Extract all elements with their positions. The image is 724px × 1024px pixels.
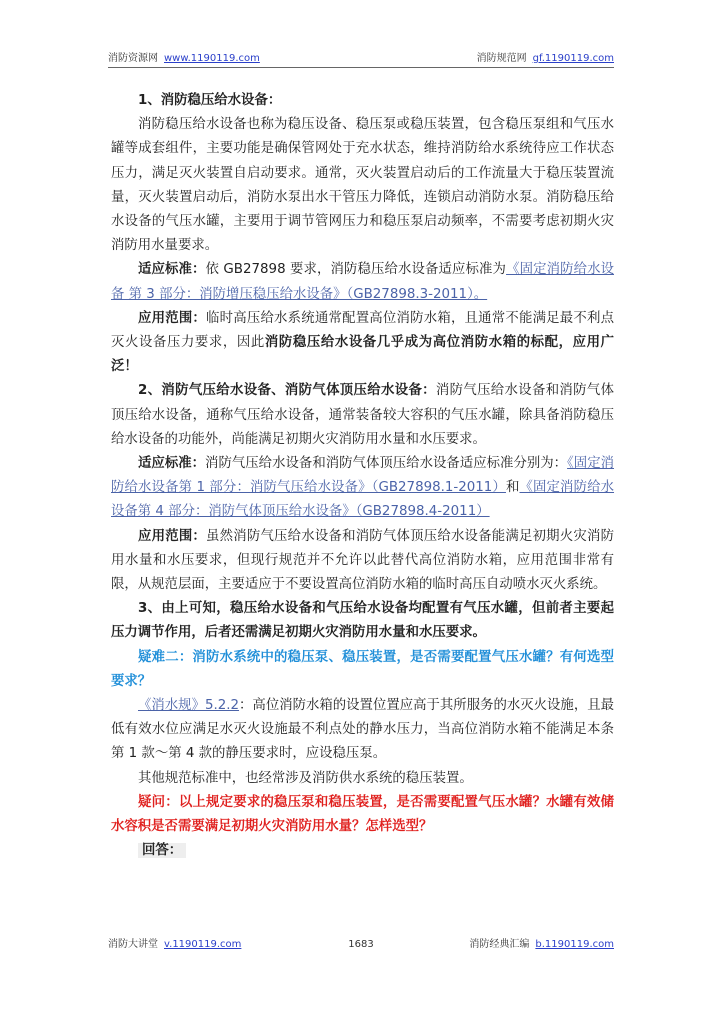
answer-label: 回答： xyxy=(138,843,186,858)
section-1-standard xyxy=(111,258,614,306)
scope-label: 应用范围： xyxy=(138,310,207,326)
scope-text: 虽然消防气压给水设备和消防气体顶压给水设备能满足初期火灾消防用水量和水压要求，但现行规范并不允许以此替代高位消防水箱，应用范围非常有限，从规范层面，主要适应于不要设置高位消防水箱的临时高压自动喷水灭火系统。 xyxy=(111,528,614,593)
section-2-standard xyxy=(111,452,614,525)
section-2-scope xyxy=(111,525,614,598)
standard-link-gb27898-3[interactable]: 《固定消防给水设备 第 3 部分：消防增压稳压给水设备》（GB27898.3-2011）。 xyxy=(111,262,614,302)
footer-left-link[interactable]: v.1190119.com xyxy=(164,939,242,950)
other-standards-note: 其他规范标准中，也经常涉及消防供水系统的稳压装置。 xyxy=(138,770,473,786)
header-left xyxy=(108,52,260,66)
answer-line xyxy=(111,839,614,863)
standard-link-gb27898-1[interactable]: 《固定消防给水设备第 1 部分：消防气压给水设备》（GB27898.1-2011） xyxy=(111,456,614,496)
document-body xyxy=(111,89,614,864)
section-2 xyxy=(111,379,614,452)
standard-text: 依 GB27898 要求，消防稳压给水设备适应标准为 xyxy=(205,262,507,278)
standard-text: 消防气压给水设备和消防气体顶压给水设备适应标准分别为： xyxy=(205,456,568,472)
footer-right-link[interactable]: b.1190119.com xyxy=(535,939,614,950)
header-right-link[interactable]: gf.1190119.com xyxy=(532,53,614,64)
header-left-label: 消防资源网 xyxy=(108,53,158,64)
header-left-link[interactable]: www.1190119.com xyxy=(164,53,260,64)
spec-link[interactable]: 《消水规》5.2.2 xyxy=(138,698,240,714)
section-2-body: 消防气压给水设备和消防气体顶压给水设备，通称气压给水设备，通常装备较大容积的气压水罐，除具备消防稳压给水设备的功能外，尚能满足初期火灾消防用水量和水压要求。 xyxy=(111,383,614,447)
standard-label: 适应标准： xyxy=(138,262,206,278)
footer-right-label: 消防经典汇编 xyxy=(469,939,530,950)
standard-link-gb27898-4[interactable]: 《固定消防给水设备第 4 部分：消防气体顶压给水设备》（GB27898.4-2011） xyxy=(111,480,615,520)
section-1-title: 1、消防稳压给水设备： xyxy=(138,93,282,108)
page-header xyxy=(108,52,614,68)
page-number: 1683 xyxy=(348,939,374,950)
section-1-body: 消防稳压给水设备也称为稳压设备、稳压泵或稳压装置，包含稳压泵组和气压水罐等成套组件，主要功能是确保管网处于充水状态，维持消防给水系统待应工作状态压力，满足灭火装置自启动要求。通常，灭火装置启动后的工作流量大于稳压装置流量，灭火装置启动后，消防水泵出水干管压力降低，连锁启动消防水泵。消防稳压给水设备的气压水罐，主要用于调节管网压力和稳压泵启动频率，不需要考虑初期火灾消防用水量要求。 xyxy=(111,117,614,254)
footer-left-label: 消防大讲堂 xyxy=(108,939,158,950)
header-right-label: 消防规范网 xyxy=(476,53,527,64)
standard-label: 适应标准： xyxy=(138,456,206,472)
standard-and: 和 xyxy=(505,480,520,496)
difficulty-two-heading: 疑难二：消防水系统中的稳压泵、稳压装置，是否需要配置气压水罐？有何选型要求？ xyxy=(111,649,614,689)
scope-label: 应用范围： xyxy=(138,528,207,544)
section-3-conclusion: 3、由上可知，稳压给水设备和气压给水设备均配置有气压水罐，但前者主要起压力调节作用，后者还需满足初期火灾消防用水量和水压要求。 xyxy=(111,601,614,641)
spec-clause xyxy=(111,694,614,767)
scope-emphasis: 消防稳压给水设备几乎成为高位消防水箱的标配，应用广泛！ xyxy=(111,335,615,375)
scope-text: 临时高压给水系统通常配置高位消防水箱，且通常不能满足最不利点灭火设备压力要求，因此 xyxy=(111,310,614,351)
question-text: 疑问：以上规定要求的稳压泵和稳压装置，是否需要配置气压水罐？水罐有效储水容积是否需要满足初期火灾消防用水量？怎样选型？ xyxy=(111,794,614,835)
section-1-scope xyxy=(111,307,614,380)
spec-text: ：高位消防水箱的设置位置应高于其所服务的水灭火设施，且最低有效水位应满足水灭火设施最不利点处的静水压力，当高位消防水箱不能满足本条第 1 款～第 4 款的静压要求时，应设稳压泵。 xyxy=(111,698,614,762)
section-2-title: 2、消防气压给水设备、消防气体顶压给水设备： xyxy=(138,383,436,399)
footer-right xyxy=(469,938,614,952)
header-right xyxy=(477,52,614,66)
